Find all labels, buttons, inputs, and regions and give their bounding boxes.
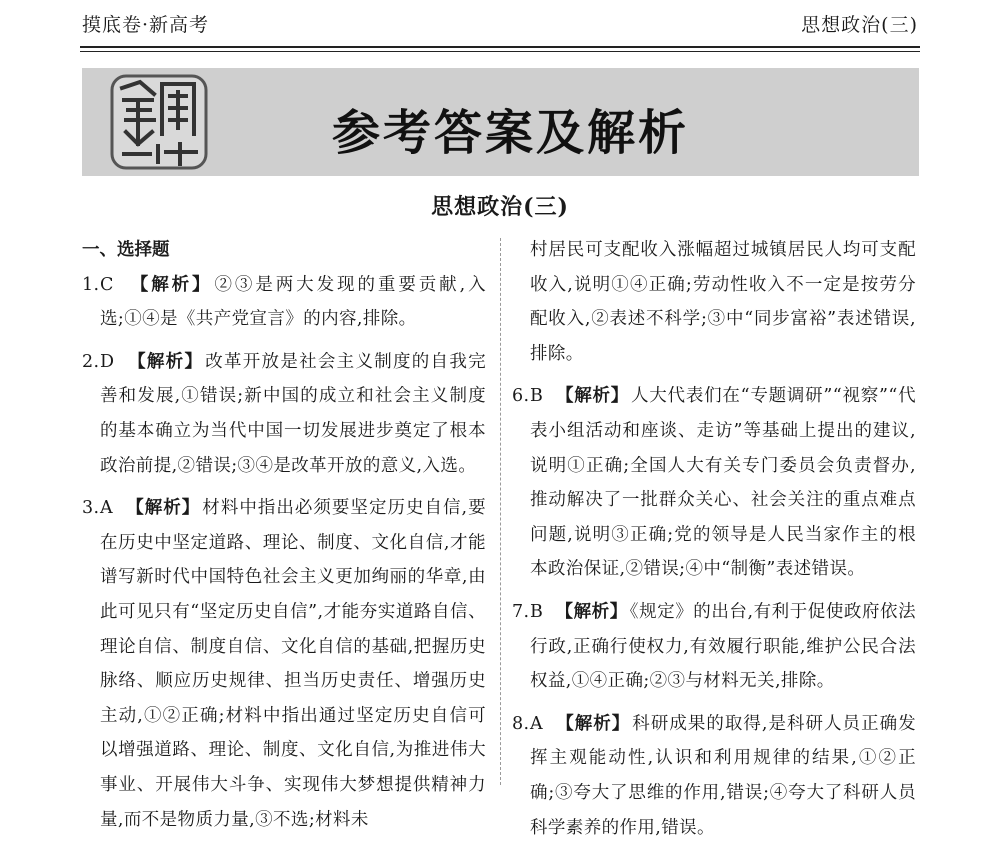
answer-item [82, 268, 486, 337]
answer-letter: B [530, 601, 544, 622]
left-column [82, 233, 486, 845]
answer-item [512, 595, 916, 699]
analysis-tag: 【解析】 [556, 713, 631, 734]
analysis-tag: 【解析】 [128, 351, 204, 372]
answer-item [82, 491, 486, 837]
answer-letter: A [100, 498, 114, 519]
analysis-tag: 【解析】 [555, 386, 630, 407]
question-number: 6. [512, 386, 530, 407]
analysis-text: 科研成果的取得,是科研人员正确发挥主观能动性,认识和利用规律的结果,①②正确;③夸大了思维的作用,错误;④夸大了科研人员科学素养的作用,错误。 [530, 713, 916, 838]
analysis-text: 《规定》的出台,有利于促使政府依法行政,正确行使权力,有效履行职能,维护公民合法权益,①④正确;②③与材料无关,排除。 [530, 601, 916, 692]
answer-letter: B [530, 386, 544, 407]
answer-letter: A [530, 713, 544, 734]
question-number: 1. [82, 274, 100, 295]
question-number: 2. [82, 351, 100, 372]
analysis-text: 材料中指出必须要坚定历史自信,要在历史中坚定道路、理论、制度、文化自信,才能谱写新时代中国特色社会主义更加绚丽的华章,由此可见只有“坚定历史自信”,才能夯实道路自信、理论自信、制度自信、文化自信的基础,把握历史脉络、顺应历史规律、担当历史责任、增强历史主动,①②正确;材料中指出通过坚定历史自信可以增强道路、理论、制度、文化自信,为推进伟大事业、开展伟大斗争、实现伟大梦想提供精神力量,而不是物质力量,③不选;材料未 [100, 498, 486, 830]
question-number: 8. [512, 713, 530, 734]
analysis-text: ②③是两大发现的重要贡献,入选;①④是《共产党宣言》的内容,排除。 [100, 274, 486, 330]
banner-title: 参考答案及解析 [332, 105, 690, 161]
title-banner [82, 68, 919, 176]
header-rule [80, 51, 920, 52]
header-right-text: 思想政治(三) [801, 14, 918, 36]
analysis-text: 人大代表们在“专题调研”“视察”“代表小组活动和座谈、走访”等基础上提出的建议,说明①正确;全国人大有关专门委员会负责督办,推动解决了一批群众关心、社会关注的重点难点问题,说明③正确;党的领导是人民当家作主的根本政治保证,②错误;④中“制衡”表述错误。 [530, 386, 916, 580]
question-number: 7. [512, 601, 530, 622]
answer-letter: D [100, 351, 115, 372]
answer-item [82, 345, 486, 483]
answer-item [512, 379, 916, 587]
analysis-text: 改革开放是社会主义制度的自我完善和发展,①错误;新中国的成立和社会主义制度的基本确立为当代中国一切发展进步奠定了根本政治前提,②错误;③④是改革开放的意义,入选。 [100, 351, 486, 476]
analysis-tag: 【解析】 [555, 601, 628, 622]
question-number: 3. [82, 498, 100, 519]
subject-title: 思想政治(三) [431, 194, 569, 220]
analysis-tag: 【解析】 [130, 274, 213, 295]
analysis-tag: 【解析】 [126, 498, 201, 519]
answer-letter: C [100, 274, 114, 295]
column-divider [500, 238, 501, 785]
continued-text: 村居民可支配收入涨幅超过城镇居民人均可支配收入,说明①④正确;劳动性收入不一定是按劳分配收入,②表述不科学;③中“同步富裕”表述错误,排除。 [530, 240, 916, 364]
section-heading: 一、选择题 [82, 240, 170, 260]
answer-item [512, 707, 916, 845]
right-column [512, 233, 916, 853]
page-header [80, 0, 920, 48]
header-left-text: 摸底卷·新高考 [82, 14, 210, 36]
seal-logo [110, 74, 208, 170]
